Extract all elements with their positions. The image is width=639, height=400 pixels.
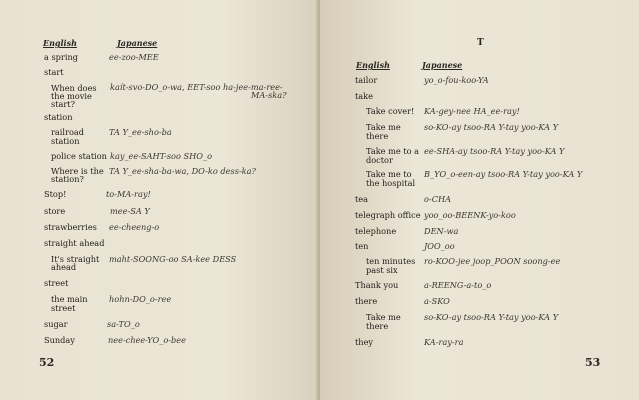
- entry-english: Take me to: [366, 169, 412, 179]
- entry-japanese: yo_o-fou-koo-YA: [424, 75, 489, 85]
- entry-english: there: [355, 296, 378, 306]
- entry-japanese: ee-SHA-ay tsoo-RA Y-tay yoo-KA Y: [424, 146, 565, 156]
- entry-japanese: hohn-DO_o-ree: [109, 294, 172, 304]
- entry-japanese: maht-SOONG-oo SA-kee DESS: [109, 254, 237, 264]
- entry-japanese: KA-ray-ra: [424, 337, 464, 347]
- page-number: 53: [585, 356, 601, 369]
- entry-japanese: kay_ee-SAHT-soo SHO_o: [110, 151, 212, 161]
- entry-english: railroad: [51, 127, 84, 137]
- entry-japanese: ro-KOO-jee joop_POON soong-ee: [424, 256, 561, 266]
- entry-japanese: o-CHA: [424, 194, 452, 204]
- entry-japanese: a-REENG-a-to_o: [424, 280, 492, 290]
- entry-english: store: [44, 206, 66, 216]
- entry-japanese: JOO_oo: [424, 241, 455, 251]
- entry-english: tailor: [355, 75, 378, 85]
- entry-english: Take me to a: [366, 146, 420, 156]
- english-column-header: English: [43, 38, 77, 48]
- section-letter: T: [477, 38, 484, 48]
- entry-english-cont: there: [366, 321, 389, 331]
- entry-japanese: sa-TO_o: [107, 319, 140, 329]
- entry-japanese: KA-gey-nee HA_ee-ray!: [424, 106, 520, 116]
- entry-english: tea: [355, 194, 369, 204]
- entry-english: Sunday: [44, 335, 75, 345]
- left-page: [0, 0, 318, 400]
- entry-japanese: kaít-svo-DO_o-wa, EET-soo ha-jee-ma-ree-: [110, 82, 283, 92]
- entry-english: a spring: [44, 52, 78, 62]
- entry-japanese: a-SKO: [424, 296, 450, 306]
- entry-japanese: to-MA-ray!: [106, 189, 151, 199]
- entry-japanese: so-KO-ay tsoo-RA Y-tay yoo-KA Y: [424, 122, 559, 132]
- english-column-header: English: [356, 60, 390, 70]
- entry-english: Thank you: [355, 280, 399, 290]
- entry-english: the main: [51, 294, 88, 304]
- entry-japanese: TA Y_ee-sho-ba: [109, 127, 172, 137]
- entry-english: start: [44, 67, 64, 77]
- entry-english: police station: [51, 151, 107, 161]
- entry-english: straight ahead: [44, 238, 105, 248]
- japanese-column-header: Japanese: [422, 60, 463, 70]
- entry-english-cont: street: [51, 303, 76, 313]
- entry-english: street: [44, 278, 69, 288]
- entry-japanese-cont: MA-ska?: [251, 90, 287, 100]
- entry-japanese: so-KO-ay tsoo-RA Y-tay yoo-KA Y: [424, 312, 559, 322]
- entry-english-cont: station?: [51, 174, 84, 184]
- entry-english-cont: station: [51, 136, 80, 146]
- entry-japanese: yoo_oo-BEENK-yo-koo: [424, 210, 516, 220]
- entry-english: they: [355, 337, 374, 347]
- entry-japanese: DEN-wa: [424, 226, 459, 236]
- entry-english: Take cover!: [366, 106, 415, 116]
- right-page: [320, 0, 639, 400]
- entry-english-cont: ahead: [51, 262, 77, 272]
- entry-english: telegraph office: [355, 210, 421, 220]
- entry-english: Stop!: [44, 189, 67, 199]
- entry-english: ten minutes: [366, 256, 416, 266]
- entry-english-cont: start?: [51, 99, 75, 109]
- entry-english: sugar: [44, 319, 68, 329]
- page-number: 52: [39, 356, 55, 369]
- entry-japanese: ee-zoo-MEE: [109, 52, 159, 62]
- entry-japanese: mee-SA Y: [110, 206, 150, 216]
- entry-english: take: [355, 91, 373, 101]
- entry-english: Where is the: [51, 166, 104, 176]
- entry-english-cont: doctor: [366, 155, 393, 165]
- entry-english: When does: [51, 83, 97, 93]
- entry-english-cont: the hospital: [366, 178, 416, 188]
- entry-english: station: [44, 112, 73, 122]
- entry-english: ten: [355, 241, 369, 251]
- entry-japanese: nee-chee-YO_o-bee: [108, 335, 186, 345]
- entry-japanese: ee-cheeng-o: [109, 222, 160, 232]
- entry-english: strawberries: [44, 222, 97, 232]
- entry-english: Take me: [366, 312, 401, 322]
- entry-japanese: TA Y_ee-sha-ba-wa, DO-ko dess-ka?: [109, 166, 256, 176]
- japanese-column-header: Japanese: [117, 38, 158, 48]
- entry-english: telephone: [355, 226, 397, 236]
- entry-english: Take me: [366, 122, 401, 132]
- entry-japanese: B_YO_o-een-ay tsoo-RA Y-tay yoo-KA Y: [424, 169, 583, 179]
- entry-english-cont: past six: [366, 265, 398, 275]
- entry-english-cont: the movie: [51, 91, 92, 101]
- entry-english-cont: there: [366, 131, 389, 141]
- entry-english: It's straight: [51, 254, 100, 264]
